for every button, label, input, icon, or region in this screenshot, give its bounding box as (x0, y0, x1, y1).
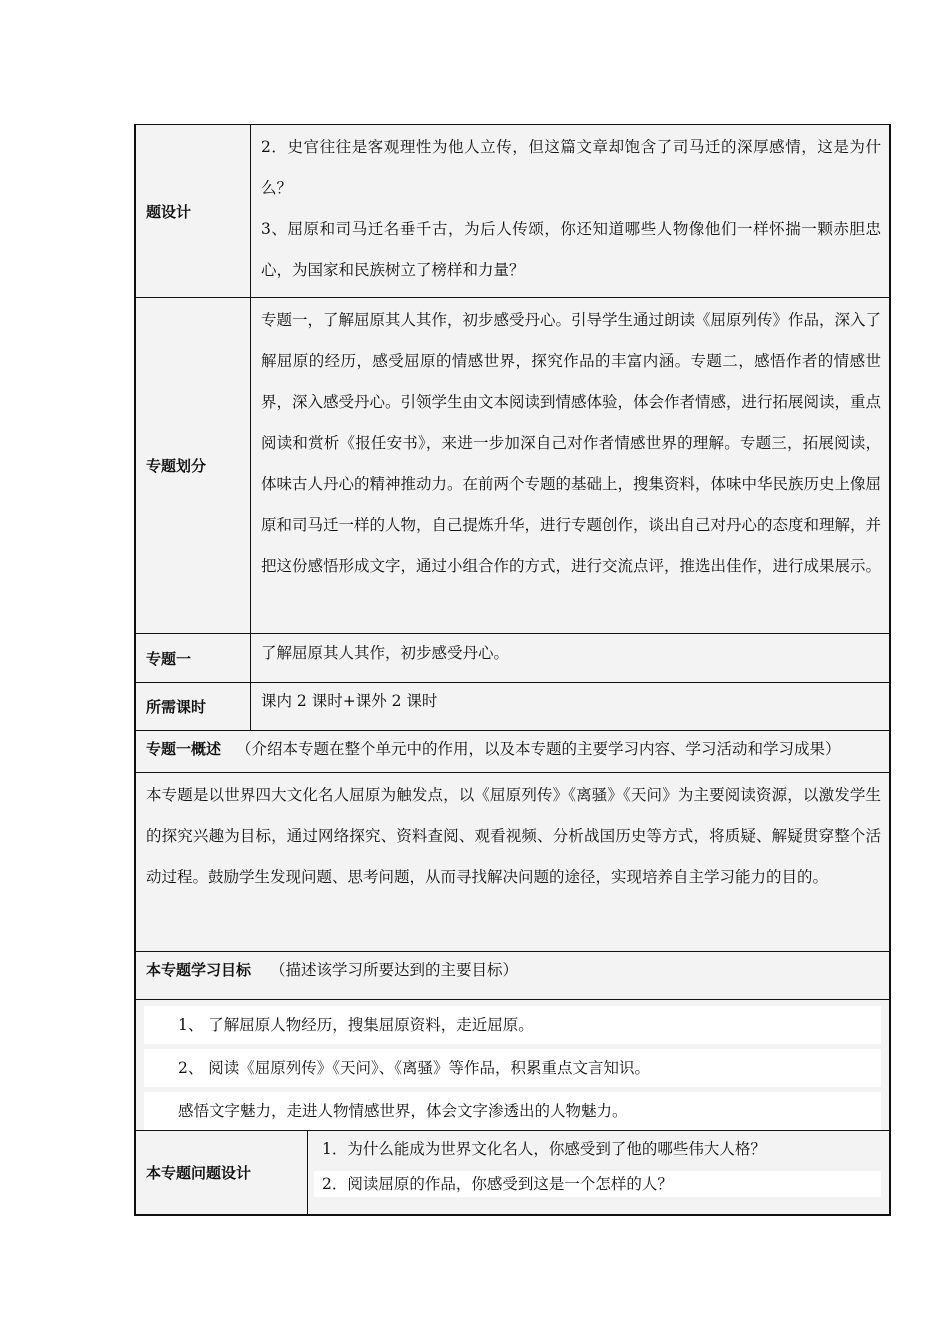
goals-header-note: （描述该学习所要达到的主要目标） (269, 961, 518, 979)
goal-item-1: 1、 了解屈原人物经历，搜集屈原资料，走近屈原。 (144, 1006, 881, 1044)
topic-division-text: 专题一，了解屈原其人其作，初步感受丹心。引导学生通过朗读《屈原列传》作品，深入了解屈原的经历，感受屈原的情感世界，探究作品的丰富内涵。专题二，感悟作者的情感世界，深入感受丹心。引领学生由文本阅读到情感体验，体会作者情感，进行拓展阅读，重点阅读和赏析《报任安书》，来进一步加深自己对作者情感世界的理解。专题三，拓展阅读，体味古人丹心的精神推动力。在前两个专题的基础上，搜集资料，体味中华民族历史上像屈原和司马迁一样的人物，自己提炼升华，进行专题创作，谈出自己对丹心的态度和理解，并把这份感悟形成文字，通过小组合作的方式，进行交流点评，推选出佳作，进行成果展示。 (261, 311, 882, 575)
overview-header-note: （介绍本专题在整个单元中的作用，以及本专题的主要学习内容、学习活动和学习成果） (235, 740, 841, 758)
question-design-tail-content (251, 125, 889, 297)
topic-division-label: 专题划分 (136, 298, 251, 633)
class-hours-row (136, 683, 889, 731)
question-design-q1: 1．为什么能成为世界文化名人，你感受到了他的哪些伟大人格？ (322, 1140, 766, 1158)
overview-header (136, 731, 889, 772)
question-3-text: 3、屈原和司马迁名垂千古，为后人传颂，你还知道哪些人物像他们一样怀揣一颗赤胆忠心，为国家和民族树立了榜样和力量？ (261, 220, 881, 279)
lesson-plan-table (134, 124, 891, 1216)
goals-header-row (136, 952, 889, 1000)
question-design-q2: 2．阅读屈原的作品，你感受到这是一个怎样的人？ (314, 1171, 881, 1197)
topic-one-content (251, 634, 889, 682)
class-hours-text: 课内 2 课时+课外 2 课时 (261, 692, 438, 710)
goals-header-label: 本专题学习目标 (146, 961, 252, 979)
overview-body-row (136, 773, 889, 952)
goal-item-3: 感悟文字魅力，走进人物情感世界，体会文字渗透出的人物魅力。 (144, 1092, 881, 1130)
overview-body (136, 773, 889, 951)
topic-one-row (136, 634, 889, 683)
class-hours-label: 所需课时 (136, 683, 251, 730)
question-design-label: 本专题问题设计 (136, 1131, 308, 1214)
goal-item-2: 2、 阅读《屈原列传》《天问》、《离骚》等作品，积累重点文言知识。 (144, 1049, 881, 1087)
topic-division-content (251, 298, 889, 633)
topic-division-row (136, 298, 889, 634)
question-2-text: 2．史官往往是客观理性为他人立传，但这篇文章却饱含了司马迁的深厚感情，这是为什么？ (261, 138, 881, 197)
question-design-tail-row (136, 125, 889, 298)
goals-body-row (136, 1000, 889, 1131)
topic-one-text: 了解屈原其人其作，初步感受丹心。 (261, 644, 510, 662)
goals-header (136, 952, 889, 999)
topic-one-label: 专题一 (136, 634, 251, 682)
goals-body (136, 1000, 889, 1130)
overview-header-row (136, 731, 889, 773)
question-design-row (136, 1131, 889, 1214)
overview-body-text: 本专题是以世界四大文化名人屈原为触发点，以《屈原列传》《离骚》《天问》为主要阅读资源，以激发学生的探究兴趣为目标，通过网络探究、资料查阅、观看视频、分析战国历史等方式，将质疑、解疑贯穿整个活动过程。鼓励学生发现问题、思考问题，从而寻找解决问题的途径，实现培养自主学习能力的目的。 (146, 786, 881, 886)
question-design-tail-label: 题设计 (136, 125, 251, 297)
overview-header-label: 专题一概述 (146, 740, 222, 758)
question-design-content (308, 1131, 889, 1214)
class-hours-content (251, 683, 889, 730)
